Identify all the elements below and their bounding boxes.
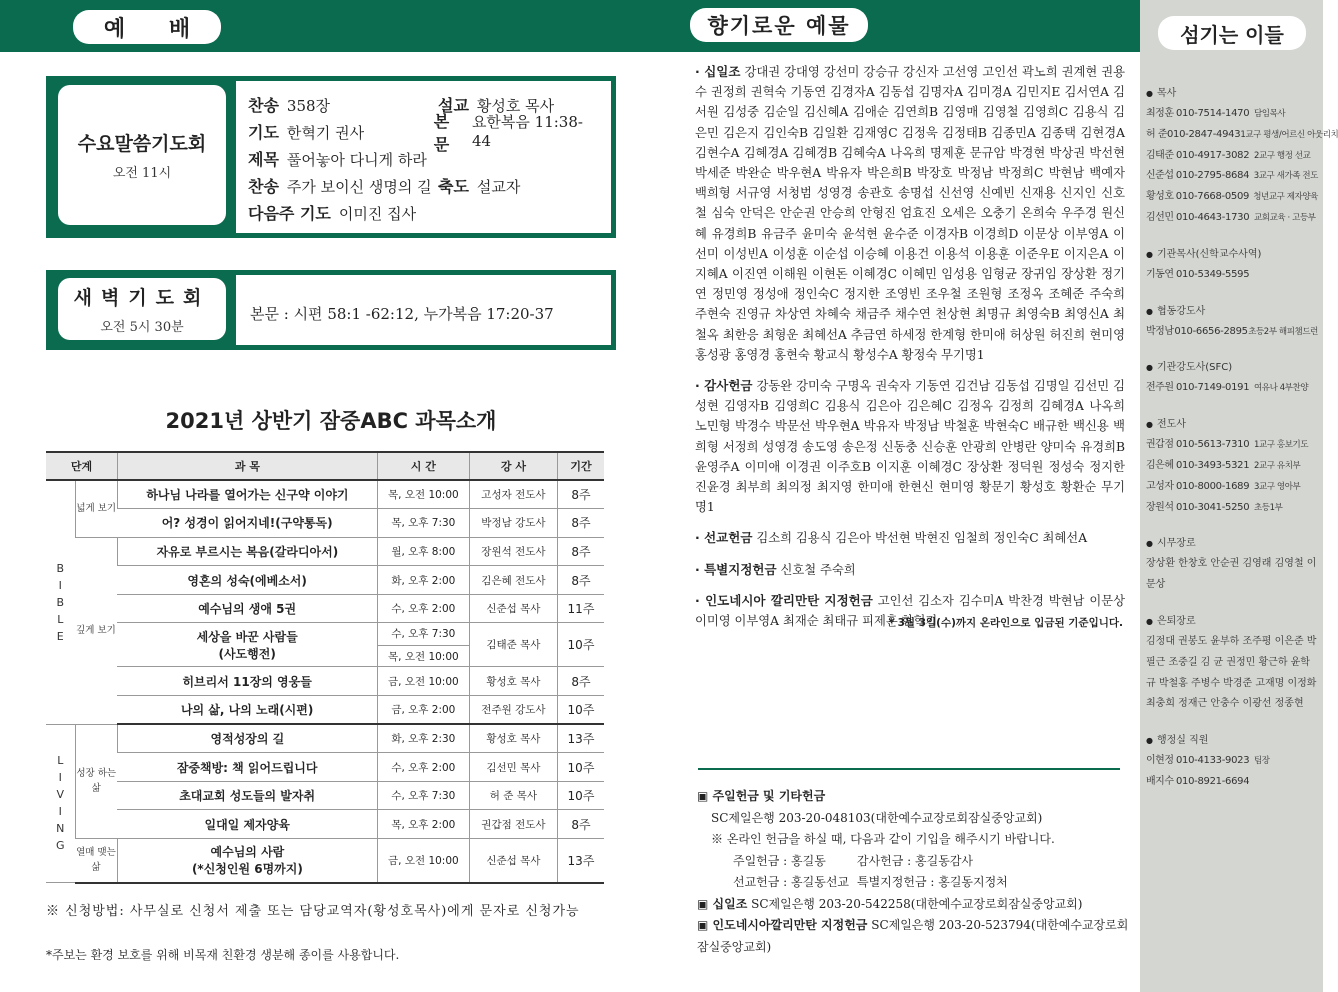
course-teacher: 전주원 강도사 — [469, 696, 557, 725]
server-phone: 010-7149-0191 — [1176, 382, 1250, 394]
table-row — [46, 781, 604, 810]
server-phone: 010-5613-7310 — [1176, 439, 1250, 451]
program-item — [248, 120, 434, 143]
server-names: 장상환 한창호 안순권 김영래 김영철 이문상 — [1146, 558, 1317, 591]
course-subtitle: (*신청인원 6명까지) — [191, 862, 303, 877]
server-phone: 010-2847-4943 — [1167, 128, 1241, 140]
course-teacher: 신준섭 목사 — [469, 839, 557, 883]
course-name: 영혼의 성숙(에베소서) — [187, 573, 307, 588]
server-group-heading: ● 기관강도사(SFC) — [1146, 358, 1318, 378]
server-name: 고성자 — [1146, 480, 1174, 492]
server-phone: 010-4133-9023 — [1176, 755, 1250, 767]
wednesday-service-label — [58, 85, 226, 225]
server-phone: 010-3493-5321 — [1176, 459, 1250, 471]
server-name: 최정훈 — [1146, 108, 1174, 119]
course-time — [377, 509, 469, 538]
course-duration: 8주 — [557, 537, 604, 566]
offering-label: · 특별지정헌금 — [695, 561, 777, 577]
server-group-heading: ● 행정실 직원 — [1146, 731, 1318, 751]
program-label: 기도 — [248, 123, 279, 142]
table-row — [46, 594, 604, 623]
course-time — [377, 781, 469, 810]
server-phone: 010-7514-1470 — [1176, 108, 1250, 119]
table-row — [46, 753, 604, 782]
stage-label: 열매 맺는 삶 — [75, 839, 117, 883]
program-label: 본문 — [433, 111, 450, 154]
server-phone: 010-5349-5595 — [1176, 268, 1250, 280]
bank-example: 선교헌금 : 홍길동선교 — [733, 875, 850, 889]
program-item — [248, 147, 438, 170]
offering-label: · 인도네시아 깔리만탄 지정헌금 — [695, 592, 873, 608]
course-duration: 10주 — [557, 781, 604, 810]
bank-tithe-account: SC제일은행 203-20-542258(대한예수교장로회잠실중앙교회) — [751, 896, 1083, 911]
course-time-value: 금, 오전 10:00 — [388, 854, 459, 867]
server-row — [1146, 477, 1318, 498]
server-phone: 010-4643-1730 — [1176, 211, 1250, 223]
stage-label: 넓게 보기 — [75, 480, 117, 537]
program-label: 찬송 — [248, 177, 279, 196]
course-name: 일대일 제자양육 — [204, 817, 290, 832]
offering-names: 강동완 강미숙 구명옥 권숙자 기동연 김건남 김동섭 김명일 김선민 김성현 김영자B 김영희C 김용식 김은아 김은혜C 김정옥 김정희 김혜경A 나옥희 노민형 박경수 박문선 박우현A 박유자 박정남 박철훈 박현숙C 배규한 백신용 백희형 서정희 성영경 송도영 송은정 신동충 신승훈 안광희 안병란 양미숙 유경희B 윤영주A 이미애 이경권 이주호B 이지훈 이혜경C 장상환 정덕원 정성숙 정지한 진윤경 최부희 최의정 최지영 한미애 한현신 현미영 황문기 황성호 황환순 무기명1 — [695, 379, 1125, 515]
dawn-program — [236, 275, 611, 345]
stage-label: 깊게 보기 — [75, 537, 117, 724]
server-phone: 010-4917-3082 — [1176, 149, 1250, 161]
course-name: 나의 삶, 나의 노래(시편) — [180, 703, 314, 718]
course-duration: 13주 — [557, 839, 604, 883]
program-row — [248, 199, 599, 226]
offering-names: 신호철 주숙희 — [780, 562, 856, 577]
program-item — [248, 201, 438, 224]
offering-label: · 선교헌금 — [695, 530, 753, 546]
course-duration: 8주 — [557, 480, 604, 509]
course-time — [377, 623, 469, 667]
server-role: 2교구 유치부 — [1254, 460, 1301, 471]
course-teacher: 김선민 목사 — [469, 753, 557, 782]
offering-names: 고인선 김소자 김수미A 박찬경 박현남 이문상 이미영 이부영A 최재순 최태규 피제훈 한혁기 — [695, 593, 1125, 629]
group-bible — [46, 480, 75, 724]
bank-general-account: SC제일은행 203-20-048103(대한예수교장로회잠실중앙교회) — [711, 810, 1043, 825]
dawn-scripture: 본문 : 시편 58:1 -62:12, 누가복음 17:20-37 — [250, 305, 554, 323]
server-name: 장원석 — [1146, 501, 1174, 513]
cutoff-note: * 3월 3일(수)까지 온라인으로 입금된 기준입니다. — [888, 617, 1123, 629]
server-name: 권갑점 — [1146, 439, 1174, 451]
server-row — [1146, 322, 1318, 343]
course-time — [377, 810, 469, 839]
server-row — [1146, 265, 1318, 286]
servers-heading: 섬기는 이들 — [1158, 16, 1306, 50]
course-table-title: 2021년 상반기 잠중ABC 과목소개 — [165, 409, 497, 433]
course-name: 예수님의 사람 — [210, 845, 285, 860]
server-phone: 010-8921-6694 — [1176, 775, 1250, 787]
course-title — [117, 696, 377, 725]
server-role: 청년교구 제자양육 — [1253, 192, 1318, 203]
offering-label: · 감사헌금 — [695, 378, 753, 394]
course-time — [377, 537, 469, 566]
stage-label: 성장 하는 삶 — [75, 724, 117, 838]
table-row — [46, 724, 604, 753]
course-title — [117, 781, 377, 810]
server-group — [1146, 358, 1318, 399]
course-time-value: 월, 오후 8:00 — [391, 545, 456, 558]
table-row — [46, 623, 604, 667]
program-item — [248, 174, 438, 197]
table-row — [46, 696, 604, 725]
paper-note: *주보는 환경 보호를 위해 비목재 친환경 생분해 종이를 사용합니다. — [46, 948, 400, 962]
course-time — [377, 753, 469, 782]
bank-example: 주일헌금 : 홍길동 — [733, 853, 826, 868]
course-time-value: 금, 오후 2:00 — [391, 704, 456, 717]
server-group — [1146, 84, 1338, 229]
course-teacher: 박정남 강도사 — [469, 509, 557, 538]
server-names: 김정대 권봉도 윤부하 조주평 이은준 박필근 조중길 김 균 권정민 황근하 윤학규 박철홍 주병수 박경준 고재명 이정화 최충희 정재근 안충수 이광선 정종현 — [1146, 635, 1317, 710]
course-teacher: 황성호 목사 — [469, 724, 557, 753]
course-time — [377, 667, 469, 696]
course-duration: 8주 — [557, 509, 604, 538]
server-row — [1146, 498, 1318, 519]
program-value: 황성호 목사 — [476, 97, 555, 115]
wednesday-program — [236, 81, 611, 233]
server-name: 김선민 — [1146, 211, 1174, 223]
program-value: 주가 보이신 생명의 길 — [286, 178, 432, 196]
course-time-value: 수, 오후 7:30 — [391, 790, 456, 803]
server-name: 이현정 — [1146, 755, 1174, 767]
offering-names: 강대권 강대영 강선미 강승규 강신자 고선영 고인선 곽노희 권계현 권용수 권정희 권혁숙 기동연 김경자A 김동섭 김명자A 김미경A 김민지E 김서연A 김서원 김성중 김순일 김신혜A 김애순 김연희B 김영매 김영철 김영희C 김용식 김은민 김은지 김인숙B 김일환 김재영C 김정욱 김정태B 김종민A 김종택 김현경A 김현수A 김혜경A 김혜경B 김혜숙A 나옥희 명제훈 문규암 박경현 박상권 박선현 박세준 박완순 박우현A 박유자 박은희B 박장호 박정남 박정희C 박현남 백예자 백희형 서규영 서청범 성영경 송관호 송명섭 신선영 신예빈 신재용 신지인 신호철 심숙 안덕은 안순권 안승희 안형진 엄효진 오세은 오충기 온희숙 우주경 원신혜 유경희B 유금주 윤미숙 윤석현 윤수준 이경자B 이경희D 이문상 이부영A 이선미 이성빈A 이성훈 이순섭 이승혜 이용건 이용석 이용훈 이준우E 이지은A 이지혜A 이진연 이해원 이현돈 이혜경C 이혜민 임성용 임형균 장귀임 장상환 정기연 정민영 정성애 정인숙C 정지한 조영빈 조우철 조원형 조정옥 조혜준 주숙희 주현숙 진영규 차상연 차혜숙 채금주 채수연 천상현 최명규 최영숙B 최영신A 최철옥 최한응 최형운 최혜선A 추금연 하세정 한계형 한미애 허상원 허진희 현미영 홍성광 홍영경 홍현숙 황교식 황성수A 황정숙 무기명1 — [695, 65, 1126, 362]
server-group-heading: ● 시무장로 — [1146, 534, 1318, 554]
dawn-service-title: 새벽기도회 — [73, 287, 211, 309]
server-name: 김은혜 — [1146, 459, 1174, 471]
course-title — [117, 839, 377, 883]
bank-example-row — [697, 872, 1137, 894]
program-value: 이미진 집사 — [338, 205, 417, 223]
course-title — [117, 810, 377, 839]
server-role: 3교구 새가족 전도 — [1253, 171, 1318, 182]
course-teacher: 권갑점 전도사 — [469, 810, 557, 839]
server-group-heading: ● 협동강도사 — [1146, 302, 1318, 322]
server-name: 배지수 — [1146, 775, 1174, 787]
course-title — [117, 667, 377, 696]
program-label: 제목 — [248, 150, 279, 169]
offering-list — [695, 62, 1125, 642]
course-duration: 10주 — [557, 753, 604, 782]
worship-heading: 예 배 — [73, 10, 221, 44]
course-time-value: 수, 오후 2:00 — [391, 761, 456, 774]
col-course: 과 목 — [117, 452, 377, 480]
bank-general-heading: ▣ 주일헌금 및 기타헌금 — [697, 789, 826, 803]
offering-group — [695, 528, 1125, 548]
server-role: 2교구 행정 선교 — [1254, 150, 1311, 161]
program-label: 축도 — [438, 177, 469, 196]
course-teacher: 장원석 전도사 — [469, 537, 557, 566]
course-time-value: 금, 오전 10:00 — [388, 675, 459, 688]
bank-example: 감사헌금 : 홍길동감사 — [857, 853, 974, 868]
wednesday-service-title: 수요말씀기도회 — [77, 133, 207, 155]
offering-label: · 십일조 — [695, 64, 741, 79]
server-row — [1146, 751, 1318, 772]
course-duration: 8주 — [557, 810, 604, 839]
apply-note: ※ 신청방법: 사무실로 신청서 제출 또는 담당교역자(황성호목사)에게 문자로 신청가능 — [46, 904, 580, 919]
course-duration: 10주 — [557, 696, 604, 725]
bank-tithe-heading: ▣ 십일조 — [697, 896, 748, 911]
server-name: 황성호 — [1146, 191, 1174, 203]
server-row — [1146, 772, 1318, 793]
server-role: 팀장 — [1254, 756, 1270, 767]
bank-indonesia-row — [697, 915, 1137, 958]
course-time — [377, 724, 469, 753]
course-time-value: 수, 오후 2:00 — [391, 603, 456, 616]
dawn-service-time: 오전 5시 30분 — [100, 320, 184, 335]
server-group — [1146, 245, 1318, 286]
offering-group — [695, 376, 1125, 517]
server-role: 초등1부 — [1254, 502, 1283, 513]
server-group-heading: ● 기관목사(신학교수사역) — [1146, 245, 1318, 265]
course-name: 초대교회 성도들의 발자취 — [179, 789, 316, 804]
course-title — [117, 537, 377, 566]
wednesday-service-box — [46, 76, 616, 238]
course-name: 예수님의 생애 5권 — [198, 602, 297, 617]
course-duration: 13주 — [557, 724, 604, 753]
course-teacher: 허 준 목사 — [469, 781, 557, 810]
course-time-value: 목, 오후 2:00 — [391, 818, 456, 831]
course-time-value: 목, 오후 7:30 — [391, 517, 456, 530]
server-name: 신준섭 — [1146, 170, 1174, 182]
server-group — [1146, 415, 1318, 518]
table-row — [46, 810, 604, 839]
server-role: 1교구 홍보기도 — [1254, 440, 1309, 451]
bank-indonesia-heading: ▣ 인도네시아깔리만탄 지정헌금 — [697, 918, 868, 932]
course-name: 영적성장의 길 — [210, 732, 285, 747]
wednesday-service-time: 오전 11시 — [112, 166, 172, 181]
course-time-value: 화, 오후 2:30 — [391, 733, 456, 746]
group-living — [46, 724, 75, 882]
program-item — [248, 93, 438, 116]
program-label: 설교 — [438, 96, 469, 115]
program-item — [434, 109, 599, 155]
bank-tithe-row — [697, 894, 1137, 916]
course-teacher: 김은혜 전도사 — [469, 566, 557, 595]
course-duration: 10주 — [557, 623, 604, 667]
course-time-value: 목, 오전 10:00 — [378, 645, 469, 664]
dawn-service-label — [58, 278, 226, 340]
program-value: 358장 — [286, 97, 331, 115]
course-name: 어? 성경이 읽어지네!(구약통독) — [161, 516, 333, 531]
program-value: 한혁기 권사 — [286, 124, 365, 142]
program-row — [248, 172, 599, 199]
course-teacher: 고성자 전도사 — [469, 480, 557, 509]
server-role: 3교구 영아부 — [1254, 481, 1301, 492]
table-row — [46, 566, 604, 595]
servers-list — [1146, 84, 1338, 809]
program-value: 풀어놓아 다니게 하라 — [286, 151, 427, 169]
course-time-value: 화, 오후 2:00 — [391, 574, 456, 587]
server-row — [1146, 146, 1318, 167]
course-name: 히브리서 11장의 영웅들 — [182, 674, 312, 689]
course-name: 자유로 부르시는 복음(갈라디아서) — [156, 544, 339, 559]
server-role: 초등2부 해피챔드런 — [1248, 326, 1318, 337]
server-row — [1146, 166, 1318, 187]
course-time — [377, 839, 469, 883]
offering-group — [695, 560, 1125, 580]
course-title — [117, 753, 377, 782]
offering-group — [695, 62, 1125, 365]
server-name: 전주원 — [1146, 382, 1174, 394]
course-name: 잠중책방: 책 읽어드립니다 — [176, 760, 318, 775]
server-group-heading: ● 전도사 — [1146, 415, 1318, 435]
table-row — [46, 509, 604, 538]
course-title — [117, 480, 377, 509]
program-row — [248, 111, 599, 154]
course-time — [377, 480, 469, 509]
course-time — [377, 696, 469, 725]
table-row — [46, 537, 604, 566]
program-item — [438, 174, 520, 197]
course-time — [377, 566, 469, 595]
server-group — [1146, 731, 1318, 793]
course-time — [377, 594, 469, 623]
server-row — [1146, 125, 1338, 146]
course-duration: 8주 — [557, 667, 604, 696]
course-teacher: 신준섭 목사 — [469, 594, 557, 623]
table-row — [46, 667, 604, 696]
group-label: L I V I N G — [56, 754, 65, 853]
program-label: 찬송 — [248, 96, 279, 115]
program-label: 다음주 기도 — [248, 204, 331, 223]
course-name: 하나님 나라를 열어가는 신구약 이야기 — [146, 488, 349, 503]
server-row — [1146, 456, 1318, 477]
offering-heading: 향기로운 예물 — [690, 8, 868, 42]
course-table-header — [46, 452, 604, 480]
bank-indonesia-account: SC제일은행 203-20-523794(대한예수교장로회잠실중앙교회) — [697, 918, 1129, 954]
server-name: 기동연 — [1146, 268, 1174, 280]
program-value: 요한복음 11:38-44 — [471, 112, 583, 150]
col-teacher: 강 사 — [469, 452, 557, 480]
server-name: 김태준 — [1146, 149, 1174, 161]
bank-example-row — [697, 851, 1137, 873]
server-row — [1146, 187, 1318, 208]
server-group-heading: ● 은퇴장로 — [1146, 612, 1318, 632]
course-time-value: 수, 오후 7:30 — [391, 627, 456, 640]
server-role: 교회교육 · 고등부 — [1254, 212, 1316, 223]
server-phone: 010-7668-0509 — [1175, 191, 1250, 203]
server-phone: 010-8000-1689 — [1176, 480, 1250, 492]
server-phone: 010-6656-2895 — [1174, 325, 1248, 337]
col-stage: 단계 — [46, 452, 117, 480]
divider — [698, 768, 1120, 770]
server-group-heading: ● 목사 — [1146, 84, 1318, 104]
course-duration: 8주 — [557, 566, 604, 595]
server-group — [1146, 534, 1318, 596]
bank-instructions: ※ 온라인 헌금을 하실 때, 다음과 같이 기입을 해주시기 바랍니다. — [711, 832, 1055, 846]
server-row — [1146, 378, 1318, 399]
server-row — [1146, 435, 1318, 456]
server-role: 1교구 평생/어르신 아웃리치 — [1240, 129, 1338, 140]
course-table — [46, 451, 604, 884]
server-group — [1146, 302, 1318, 343]
course-time-value: 목, 오전 10:00 — [388, 489, 459, 502]
bank-example: 특별지정헌금 : 홍길동지정처 — [857, 875, 1008, 889]
server-role: 담임목사 — [1254, 109, 1286, 119]
table-row — [46, 480, 604, 509]
bank-info — [697, 786, 1137, 958]
offering-names: 김소희 김용식 김은아 박선현 박현진 임철희 정인숙C 최혜선A — [756, 531, 1088, 546]
course-teacher: 황성호 목사 — [469, 667, 557, 696]
course-subtitle: (사도행전) — [218, 646, 276, 661]
table-row — [46, 839, 604, 883]
server-phone: 010-2795-8684 — [1175, 170, 1250, 182]
server-name: 허 준 — [1146, 128, 1167, 140]
server-role: 여유나 4부찬양 — [1254, 383, 1309, 394]
course-teacher: 김태준 목사 — [469, 623, 557, 667]
group-label: B I B L E — [56, 561, 65, 643]
dawn-service-box — [46, 270, 616, 350]
server-phone: 010-3041-5250 — [1176, 501, 1250, 513]
course-title — [117, 594, 377, 623]
course-title — [117, 566, 377, 595]
course-title — [117, 724, 377, 753]
course-name: 세상을 바꾼 사람들 — [196, 629, 298, 644]
col-time: 시 간 — [377, 452, 469, 480]
course-title — [117, 509, 377, 538]
course-duration: 11주 — [557, 594, 604, 623]
course-title — [117, 623, 377, 667]
server-name: 박정남 — [1146, 325, 1174, 337]
program-value: 설교자 — [476, 178, 521, 196]
server-row — [1146, 208, 1318, 229]
server-group — [1146, 612, 1318, 715]
col-duration: 기간 — [557, 452, 604, 480]
server-row — [1146, 104, 1318, 125]
